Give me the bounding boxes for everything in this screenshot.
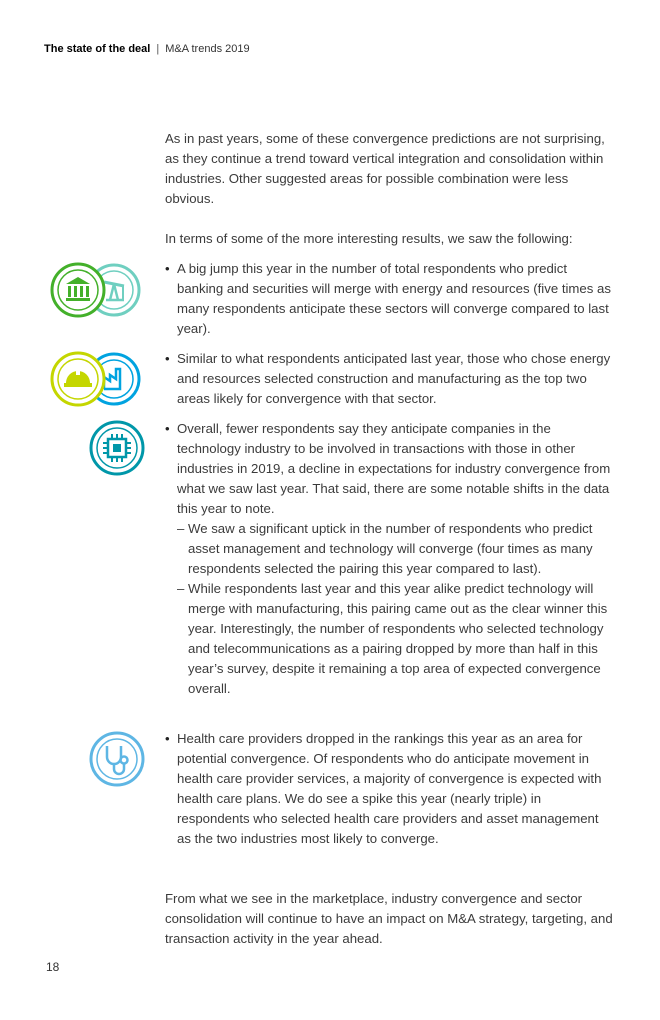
- sub-item-text: We saw a significant uptick in the number of respondents who predict asset management and technology will converge (four times as many respondents selected the pairing this year compared to last).: [188, 521, 593, 576]
- page-number: 18: [46, 960, 60, 974]
- bullet-text: Overall, fewer respondents say they anticipate companies in the technology industry to be involved in transactions with those in other industries in 2019, a decline in expectations for industry convergence from what we saw last year. That said, there are some notable shifts in the data this year to note.: [177, 421, 611, 516]
- stethoscope-icon: [89, 731, 145, 787]
- hard-hat-icon: [52, 353, 104, 405]
- hardhat-factory-icon-pair: [50, 351, 144, 407]
- dash-marker: –: [177, 581, 185, 596]
- sub-item-text: While respondents last year and this year alike predict technology will merge with manufacturing, this pairing came out as the clear winner this year. Interestingly, the number of respondents who selected technology and telecommunications as a pairing dropped by more than half in this year’s survey, despite it remaining a top area of expected convergence overall.: [188, 581, 608, 696]
- running-header: [44, 43, 250, 55]
- intro-paragraph: As in past years, some of these convergence predictions are not surprising, as they continue a trend toward vertical integration and consolidation within industries. Other suggested areas for possible combination were less obvious.: [165, 131, 605, 206]
- lead-in-paragraph: In terms of some of the more interesting results, we saw the following:: [165, 231, 573, 246]
- bank-icon: [52, 264, 104, 316]
- bullet-marker: •: [165, 351, 170, 366]
- header-separator: |: [156, 43, 160, 55]
- header-subtitle: M&A trends 2019: [165, 43, 250, 55]
- bullet-item: [165, 419, 615, 699]
- chip-icon: [89, 420, 145, 476]
- bullet-marker: •: [165, 731, 170, 746]
- bank-oil-icon-pair: [50, 262, 144, 318]
- bullet-item: [165, 729, 615, 849]
- sub-list-item: [177, 519, 618, 579]
- bullet-text: A big jump this year in the number of total respondents who predict banking and securities will merge with energy and resources (five times as many respondents anticipate these sectors will converge compared to last year).: [177, 261, 611, 336]
- bullet-marker: •: [165, 261, 170, 276]
- dash-marker: –: [177, 521, 185, 536]
- header-title: The state of the deal: [44, 43, 151, 55]
- sub-list-item: [177, 579, 618, 699]
- bullet-text: Similar to what respondents anticipated last year, those who chose energy and resources selected construction and manufacturing as the top two areas likely for convergence with that sector.: [177, 351, 611, 406]
- bullet-text: Health care providers dropped in the rankings this year as an area for potential convergence. Of respondents who do anticipate movement in health care provider services, a majority of convergence is expected with health care plans. We do see a spike this year (nearly triple) in respondents who selected health care providers and asset management as the two industries most likely to converge.: [177, 731, 602, 846]
- bullet-marker: •: [165, 421, 170, 436]
- closing-paragraph: From what we see in the marketplace, industry convergence and sector consolidation will continue to have an impact on M&A strategy, targeting, and transaction activity in the year ahead.: [165, 891, 613, 946]
- bullet-item: [165, 259, 615, 339]
- bullet-item: [165, 349, 615, 409]
